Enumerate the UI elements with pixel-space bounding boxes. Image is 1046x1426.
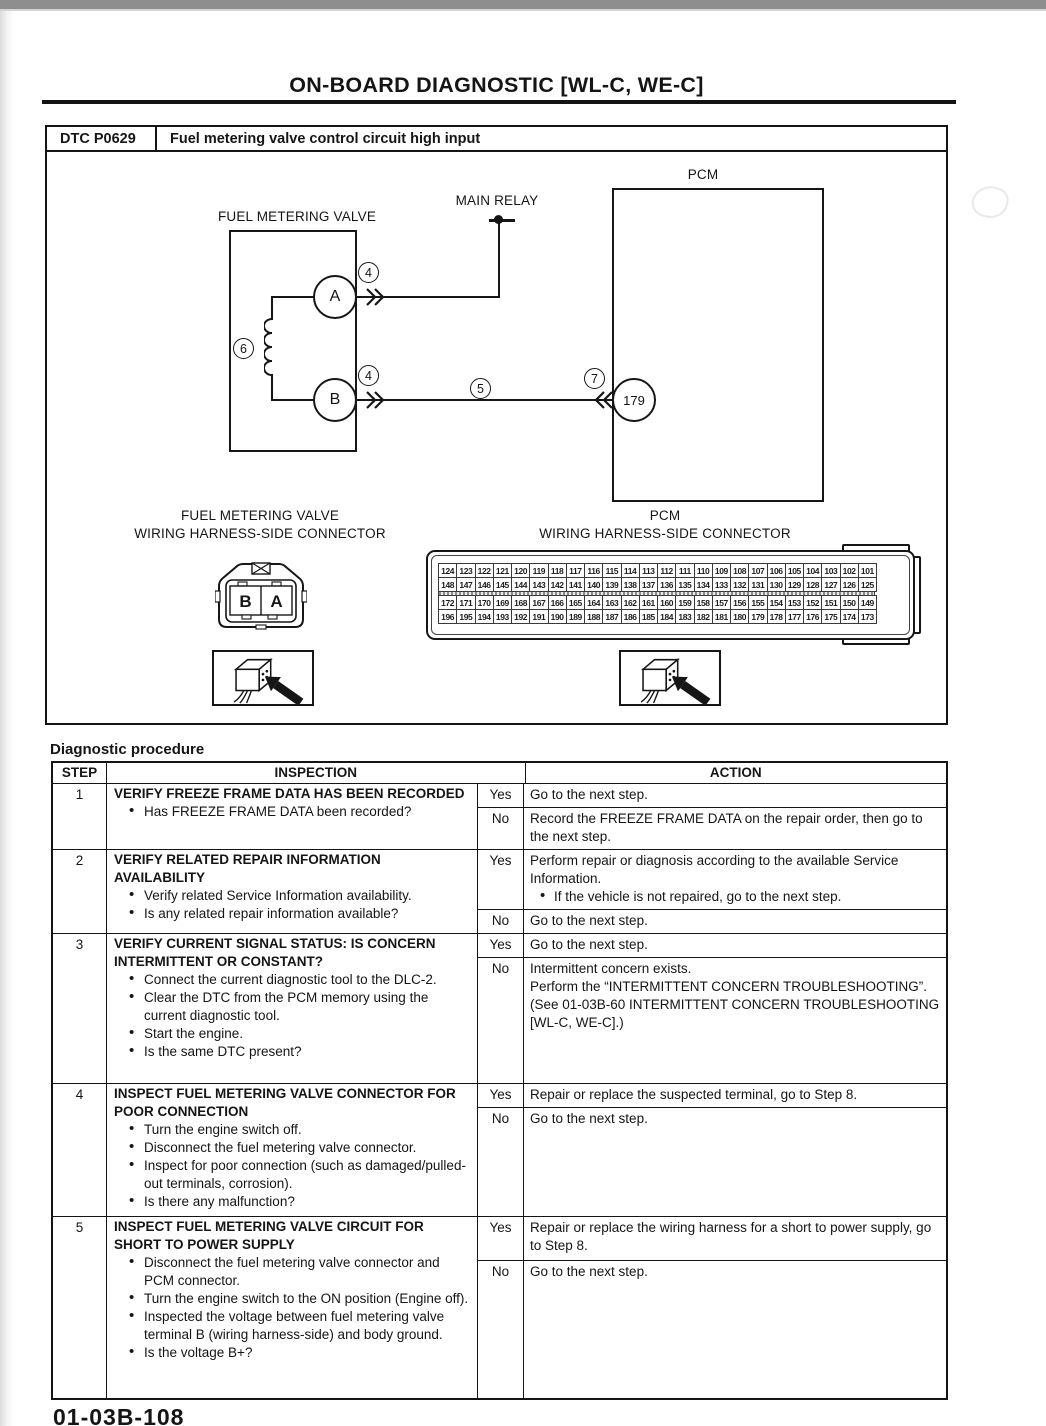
fmv-connector-caption [110, 507, 410, 543]
pin-cell: 165 [566, 595, 585, 610]
pin-cell: 137 [639, 577, 658, 592]
action-line: Repair or replace the wiring harness for a short to power supply, go to Step 8. [530, 1220, 932, 1253]
no-action [524, 1261, 946, 1398]
pin-cell: 163 [602, 595, 621, 610]
pcm-connector-caption [515, 507, 815, 543]
pin-cell: 144 [511, 577, 530, 592]
bullet-item: • Is the voltage B+? [144, 1344, 471, 1362]
inspection-title: INSPECT FUEL METERING VALVE CONNECTOR FOR POOR CONNECTION [114, 1086, 456, 1119]
table-header-row [53, 763, 946, 784]
pin-cell: 122 [475, 563, 494, 578]
bullet-item: • Is the same DTC present? [144, 1043, 471, 1061]
yes-label: Yes [478, 934, 524, 957]
table-row [53, 1216, 946, 1398]
pin-cell: 104 [803, 563, 822, 578]
bullet-item: • Disconnect the fuel metering valve connector and PCM connector. [144, 1254, 471, 1290]
pin-cell: 113 [639, 563, 658, 578]
yes-label: Yes [478, 1217, 524, 1260]
action-yes-row [478, 1084, 946, 1107]
pin-cell: 195 [456, 609, 475, 624]
callout-6: 6 [233, 338, 254, 359]
pin-cell: 159 [675, 595, 694, 610]
inspection-bullets [114, 971, 471, 1061]
no-label: No [478, 808, 524, 849]
pin-cell: 182 [694, 609, 713, 624]
col-header-step: STEP [53, 763, 107, 783]
pin-cell: 185 [639, 609, 658, 624]
action-no-row [478, 1260, 946, 1398]
terminal-a-circle: A [313, 275, 357, 319]
pin-cell: 160 [657, 595, 676, 610]
bullet-item: • Has FREEZE FRAME DATA been recorded? [144, 803, 471, 821]
step-number: 2 [53, 850, 107, 933]
pin-cell: 120 [511, 563, 530, 578]
action-line: (See 01-03B-60 INTERMITTENT CONCERN TROUBLESHOOTING [WL-C, WE-C].) [530, 997, 940, 1030]
pin-cell: 108 [730, 563, 749, 578]
scan-edge-shadow [0, 11, 14, 1426]
pin-cell: 166 [548, 595, 567, 610]
pin-cell: 134 [694, 577, 713, 592]
pin-cell: 142 [548, 577, 567, 592]
action-line: Repair or replace the suspected terminal, go to Step 8. [530, 1087, 858, 1102]
fmv-connector-caption-line1: FUEL METERING VALVE [180, 508, 340, 523]
pin-cell: 127 [821, 577, 840, 592]
inspection-bullets [114, 803, 471, 821]
inspection-cell [107, 784, 478, 849]
bullet-item: • Is any related repair information available? [144, 905, 471, 923]
yes-label: Yes [478, 1084, 524, 1107]
action-line: Perform the “INTERMITTENT CONCERN TROUBLESHOOTING”. [530, 979, 928, 994]
action-cell [478, 784, 946, 849]
pin-cell: 119 [529, 563, 548, 578]
pin-cell: 196 [438, 609, 457, 624]
main-relay-junction-dot [494, 215, 503, 224]
pin-cell: 148 [438, 577, 457, 592]
pin-cell: 157 [712, 595, 731, 610]
pin-cell: 190 [548, 609, 567, 624]
action-yes-row [478, 1217, 946, 1260]
inspection-bullets [114, 1121, 471, 1211]
connector-pigtail-icon [214, 652, 312, 704]
pin-cell: 149 [858, 595, 877, 610]
yes-action [524, 784, 946, 807]
wire-segment [357, 296, 500, 298]
bullet-item: • Clear the DTC from the PCM memory using the current diagnostic tool. [144, 989, 471, 1025]
no-label: No [478, 910, 524, 933]
pin-cell: 189 [566, 609, 585, 624]
pin-cell: 188 [584, 609, 603, 624]
pin-cell: 116 [584, 563, 603, 578]
pin-row [438, 609, 877, 624]
pin-cell: 121 [493, 563, 512, 578]
pin-cell: 132 [730, 577, 749, 592]
pin-cell: 136 [657, 577, 676, 592]
callout-5: 5 [470, 378, 491, 399]
dtc-header [45, 125, 948, 152]
action-yes-row [478, 934, 946, 957]
action-cell [478, 850, 946, 933]
bullet-item: • Inspected the voltage between fuel metering valve terminal B (wiring harness-side) and body ground. [144, 1308, 471, 1344]
pin-cell: 126 [840, 577, 859, 592]
pin-cell: 106 [767, 563, 786, 578]
action-line: Go to the next step. [530, 937, 648, 952]
pin-cell: 152 [803, 595, 822, 610]
inspection-cell [107, 1084, 478, 1216]
pin-cell: 181 [712, 609, 731, 624]
action-no-row [478, 1107, 946, 1216]
bullet-item: • If the vehicle is not repaired, go to the next step. [554, 888, 940, 906]
action-no-row [478, 909, 946, 933]
fuel-metering-valve-label: FUEL METERING VALVE [217, 209, 377, 224]
pin-cell: 140 [584, 577, 603, 592]
no-label: No [478, 1261, 524, 1398]
terminal-b-circle: B [313, 378, 357, 422]
pcm-terminal-179-circle: 179 [612, 378, 656, 422]
action-cell [478, 1217, 946, 1398]
pin-cell: 117 [566, 563, 585, 578]
dtc-description: Fuel metering valve control circuit high input [170, 130, 481, 147]
pin-cell: 158 [694, 595, 713, 610]
wire-segment [498, 220, 500, 298]
pin-cell: 150 [840, 595, 859, 610]
pin-cell: 168 [511, 595, 530, 610]
page-title: ON-BOARD DIAGNOSTIC [WL-C, WE-C] [289, 73, 704, 97]
pin-cell: 105 [785, 563, 804, 578]
pin-cell: 147 [456, 577, 475, 592]
table-row [53, 784, 946, 849]
connector-pigtail-icon [621, 652, 719, 704]
pin-cell: 131 [748, 577, 767, 592]
no-action [524, 958, 946, 1083]
pin-cell: 174 [840, 609, 859, 624]
no-label: No [478, 1108, 524, 1216]
bullet-item: • Connect the current diagnostic tool to the DLC-2. [144, 971, 471, 989]
yes-action [524, 850, 946, 909]
bullet-item: • Turn the engine switch to the ON position (Engine off). [144, 1290, 471, 1308]
dtc-code: DTC P0629 [47, 127, 157, 150]
pin-cell: 167 [529, 595, 548, 610]
pin-cell: 145 [493, 577, 512, 592]
pin-cell: 178 [767, 609, 786, 624]
pin-cell: 156 [730, 595, 749, 610]
pin-cell: 193 [493, 609, 512, 624]
bullet-item: • Inspect for poor connection (such as damaged/pulled-out terminals, corrosion). [144, 1157, 471, 1193]
bullet-item: • Disconnect the fuel metering valve connector. [144, 1139, 471, 1157]
pcm-connector-caption-line2: WIRING HARNESS-SIDE CONNECTOR [539, 526, 791, 541]
pin-cell: 187 [602, 609, 621, 624]
table-row [53, 933, 946, 1083]
yes-action [524, 1084, 946, 1107]
table-row [53, 849, 946, 933]
pin-cell: 118 [548, 563, 567, 578]
main-relay-label: MAIN RELAY [455, 193, 539, 208]
fmv-connector-caption-line2: WIRING HARNESS-SIDE CONNECTOR [134, 526, 386, 541]
pin-cell: 107 [748, 563, 767, 578]
pin-cell: 175 [821, 609, 840, 624]
pin-cell: 103 [821, 563, 840, 578]
pin-cell: 128 [803, 577, 822, 592]
pin-cell: 141 [566, 577, 585, 592]
bullet-item: • Start the engine. [144, 1025, 471, 1043]
pin-cell: 114 [621, 563, 640, 578]
pin-cell: 151 [821, 595, 840, 610]
pin-cell: 162 [621, 595, 640, 610]
pin-cell: 129 [785, 577, 804, 592]
pin-cell: 109 [712, 563, 731, 578]
action-bullets [530, 888, 940, 906]
bullet-item: • Verify related Service Information availability. [144, 887, 471, 905]
chevron-left-icon [592, 391, 614, 409]
step-number: 5 [53, 1217, 107, 1398]
action-line: Go to the next step. [530, 1111, 648, 1126]
wiring-diagram [45, 152, 948, 725]
no-action [524, 808, 946, 849]
pin-cell: 172 [438, 595, 457, 610]
pin-cell: 186 [621, 609, 640, 624]
pin-cell: 194 [475, 609, 494, 624]
action-cell [478, 1084, 946, 1216]
callout-4-top: 4 [358, 262, 379, 283]
pin-cell: 153 [785, 595, 804, 610]
fmv-connector-pin-a: A [270, 592, 283, 611]
procedure-heading: Diagnostic procedure [50, 741, 205, 758]
fmv-connector-pin-b: B [239, 592, 252, 611]
action-line: Go to the next step. [530, 913, 648, 928]
action-no-row [478, 957, 946, 1083]
pin-cell: 133 [712, 577, 731, 592]
pcm-pin-grid [438, 563, 877, 624]
pin-cell: 102 [840, 563, 859, 578]
col-header-action: ACTION [709, 765, 762, 780]
inspection-title: VERIFY CURRENT SIGNAL STATUS: IS CONCERN INTERMITTENT OR CONSTANT? [114, 936, 436, 969]
pin-cell: 138 [621, 577, 640, 592]
pin-cell: 180 [730, 609, 749, 624]
action-yes-row [478, 850, 946, 909]
pin-row [438, 577, 877, 592]
col-header-inspection: INSPECTION [107, 763, 526, 783]
pin-cell: 192 [511, 609, 530, 624]
inspection-cell [107, 934, 478, 1083]
no-action [524, 910, 946, 933]
pin-cell: 101 [858, 563, 877, 578]
step-number: 4 [53, 1084, 107, 1216]
pin-cell: 143 [529, 577, 548, 592]
pin-cell: 124 [438, 563, 457, 578]
inspection-title: VERIFY RELATED REPAIR INFORMATION AVAILABILITY [114, 852, 381, 885]
pin-cell: 176 [803, 609, 822, 624]
pcm-connector-drawing [426, 550, 915, 640]
step-number: 1 [53, 784, 107, 849]
pin-cell: 110 [694, 563, 713, 578]
action-cell [478, 934, 946, 1083]
bullet-item: • Is there any malfunction? [144, 1193, 471, 1211]
pin-cell: 184 [657, 609, 676, 624]
pin-row [438, 595, 877, 610]
table-row [53, 1083, 946, 1216]
pcm-label: PCM [687, 167, 719, 182]
inspection-title: INSPECT FUEL METERING VALVE CIRCUIT FOR SHORT TO POWER SUPPLY [114, 1219, 424, 1252]
inspection-cell [107, 1217, 478, 1398]
inspection-bullets [114, 1254, 471, 1362]
action-line: Go to the next step. [530, 787, 648, 802]
callout-7: 7 [584, 368, 605, 389]
pin-cell: 123 [456, 563, 475, 578]
action-yes-row [478, 784, 946, 807]
action-line: Go to the next step. [530, 1264, 648, 1279]
pin-cell: 177 [785, 609, 804, 624]
pin-cell: 183 [675, 609, 694, 624]
page-number: 01-03B-108 [53, 1404, 185, 1426]
pin-cell: 146 [475, 577, 494, 592]
yes-action [524, 934, 946, 957]
pin-cell: 173 [858, 609, 877, 624]
pin-row [438, 563, 877, 578]
pin-cell: 155 [748, 595, 767, 610]
pin-cell: 170 [475, 595, 494, 610]
bullet-item: • Turn the engine switch off. [144, 1121, 471, 1139]
pin-cell: 135 [675, 577, 694, 592]
title-rule [42, 100, 956, 104]
yes-label: Yes [478, 850, 524, 909]
pin-cell: 164 [584, 595, 603, 610]
pin-cell: 191 [529, 609, 548, 624]
pin-cell: 111 [675, 563, 694, 578]
pcm-connector-view-box [619, 650, 721, 706]
inspection-cell [107, 850, 478, 933]
pin-cell: 139 [602, 577, 621, 592]
pcm-box [612, 188, 824, 502]
pin-cell: 179 [748, 609, 767, 624]
pin-cell: 154 [767, 595, 786, 610]
no-action [524, 1108, 946, 1216]
yes-action [524, 1217, 946, 1260]
pin-cell: 115 [602, 563, 621, 578]
pin-cell: 130 [767, 577, 786, 592]
diagnostic-procedure-table [51, 761, 948, 1400]
fmv-connector-view-box [212, 650, 314, 706]
pin-cell: 125 [858, 577, 877, 592]
wire-segment [357, 399, 612, 401]
scan-artifact [969, 182, 1012, 222]
yes-label: Yes [478, 784, 524, 807]
action-no-row [478, 807, 946, 849]
pin-cell: 161 [639, 595, 658, 610]
pcm-connector-caption-line1: PCM [649, 508, 681, 523]
inspection-bullets [114, 887, 471, 923]
action-line: Intermittent concern exists. [530, 961, 692, 976]
action-line: Record the FREEZE FRAME DATA on the repair order, then go to the next step. [530, 811, 923, 844]
scan-top-bar [0, 0, 1046, 11]
pin-cell: 169 [493, 595, 512, 610]
action-line: Perform repair or diagnosis according to the available Service Information. [530, 853, 899, 886]
inspection-title: VERIFY FREEZE FRAME DATA HAS BEEN RECORDED [114, 786, 465, 801]
pin-cell: 112 [657, 563, 676, 578]
no-label: No [478, 958, 524, 1083]
step-number: 3 [53, 934, 107, 1083]
callout-4-bottom: 4 [358, 365, 379, 386]
pin-cell: 171 [456, 595, 475, 610]
coil-icon [264, 297, 281, 401]
